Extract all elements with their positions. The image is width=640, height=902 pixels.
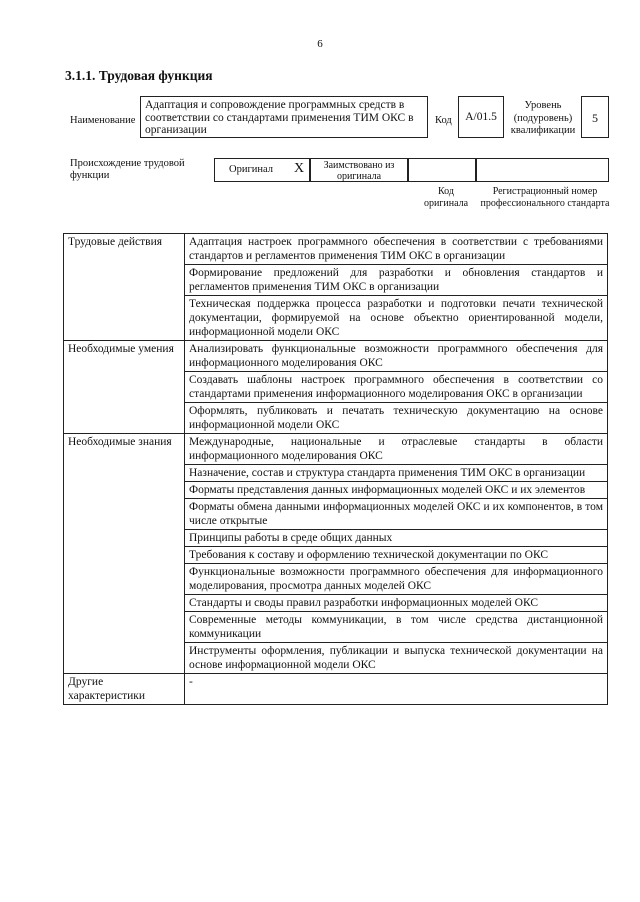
required-knowledge-item: Принципы работы в среде общих данных — [185, 530, 608, 547]
origin-label: Происхождение трудовой функции — [70, 158, 185, 181]
function-name-box — [140, 96, 428, 138]
required-knowledge-item: Международные, национальные и отраслевые стандарты в области информационного моделирования ОКС — [185, 434, 608, 465]
table-row — [64, 674, 608, 705]
labor-actions-item: Формирование предложений для разработки и обновления стандартов и регламентов применения ТИМ ОКС в организации — [185, 265, 608, 296]
function-name-value: Адаптация и сопровождение программных средств в соответствии со стандартами применения ТИМ ОКС в организации — [145, 99, 414, 136]
level-box — [581, 96, 609, 138]
required-knowledge-item: Современные методы коммуникации, в том числе средства дистанционной коммуникации — [185, 612, 608, 643]
name-label: Наименование — [70, 115, 136, 126]
code-label: Код — [435, 115, 452, 126]
required-knowledge-item: Функциональные возможности программного обеспечения для информационного моделирования, просмотра данных моделей ОКС — [185, 564, 608, 595]
level-label: Уровень (подуровень) квалификации — [510, 100, 576, 136]
caption-registration-number: Регистрационный номер профессионального стандарта — [480, 186, 610, 209]
other-characteristics-item: - — [185, 674, 608, 705]
original-mark: X — [294, 161, 305, 176]
table-row — [64, 341, 608, 372]
other-characteristics-label: Другие характеристики — [64, 674, 185, 705]
required-skills-label: Необходимые умения — [64, 341, 185, 434]
level-value: 5 — [592, 111, 598, 125]
page-number: 6 — [317, 38, 323, 50]
required-skills-item: Оформлять, публиковать и печатать техническую документацию на основе информационной модели ОКС — [185, 403, 608, 434]
function-details-table — [63, 233, 608, 705]
registration-number-cell — [476, 158, 609, 182]
required-knowledge-item: Форматы представления данных информационных моделей ОКС и их элементов — [185, 482, 608, 499]
required-skills-item: Создавать шаблоны настроек программного обеспечения в соответствии со стандартами применения информационного моделирования ОКС в организации — [185, 372, 608, 403]
required-skills-item: Анализировать функциональные возможности программного обеспечения для информационного моделирования ОКС — [185, 341, 608, 372]
required-knowledge-item: Стандарты и своды правил разработки информационных моделей ОКС — [185, 595, 608, 612]
labor-actions-label: Трудовые действия — [64, 234, 185, 341]
required-knowledge-item: Форматы обмена данными информационных моделей ОКС и их компонентов, в том числе открытые — [185, 499, 608, 530]
borrowed-cell — [310, 158, 408, 182]
section-heading: 3.1.1. Трудовая функция — [65, 68, 213, 83]
code-value: A/01.5 — [465, 111, 497, 123]
borrowed-label: Заимствовано из оригинала — [323, 160, 395, 182]
required-knowledge-label: Необходимые знания — [64, 434, 185, 674]
original-code-cell — [408, 158, 476, 182]
required-knowledge-item: Инструменты оформления, публикации и выпуска технической документации на основе информационной модели ОКС — [185, 643, 608, 674]
code-box — [458, 96, 504, 138]
caption-original-code: Код оригинала — [423, 186, 469, 209]
required-knowledge-item: Назначение, состав и структура стандарта применения ТИМ ОКС в организации — [185, 465, 608, 482]
required-knowledge-item: Требования к составу и оформлению технической документации по ОКС — [185, 547, 608, 564]
table-row — [64, 234, 608, 265]
labor-actions-item: Адаптация настроек программного обеспечения в соответствии с требованиями стандартов и регламентов применения ТИМ ОКС в организации — [185, 234, 608, 265]
labor-actions-item: Техническая поддержка процесса разработки и подготовки печати технической документации, формируемой на основе объектно ориентированной модели, информационной модели ОКС — [185, 296, 608, 341]
original-label: Оригинал — [229, 164, 273, 175]
table-row — [64, 434, 608, 465]
